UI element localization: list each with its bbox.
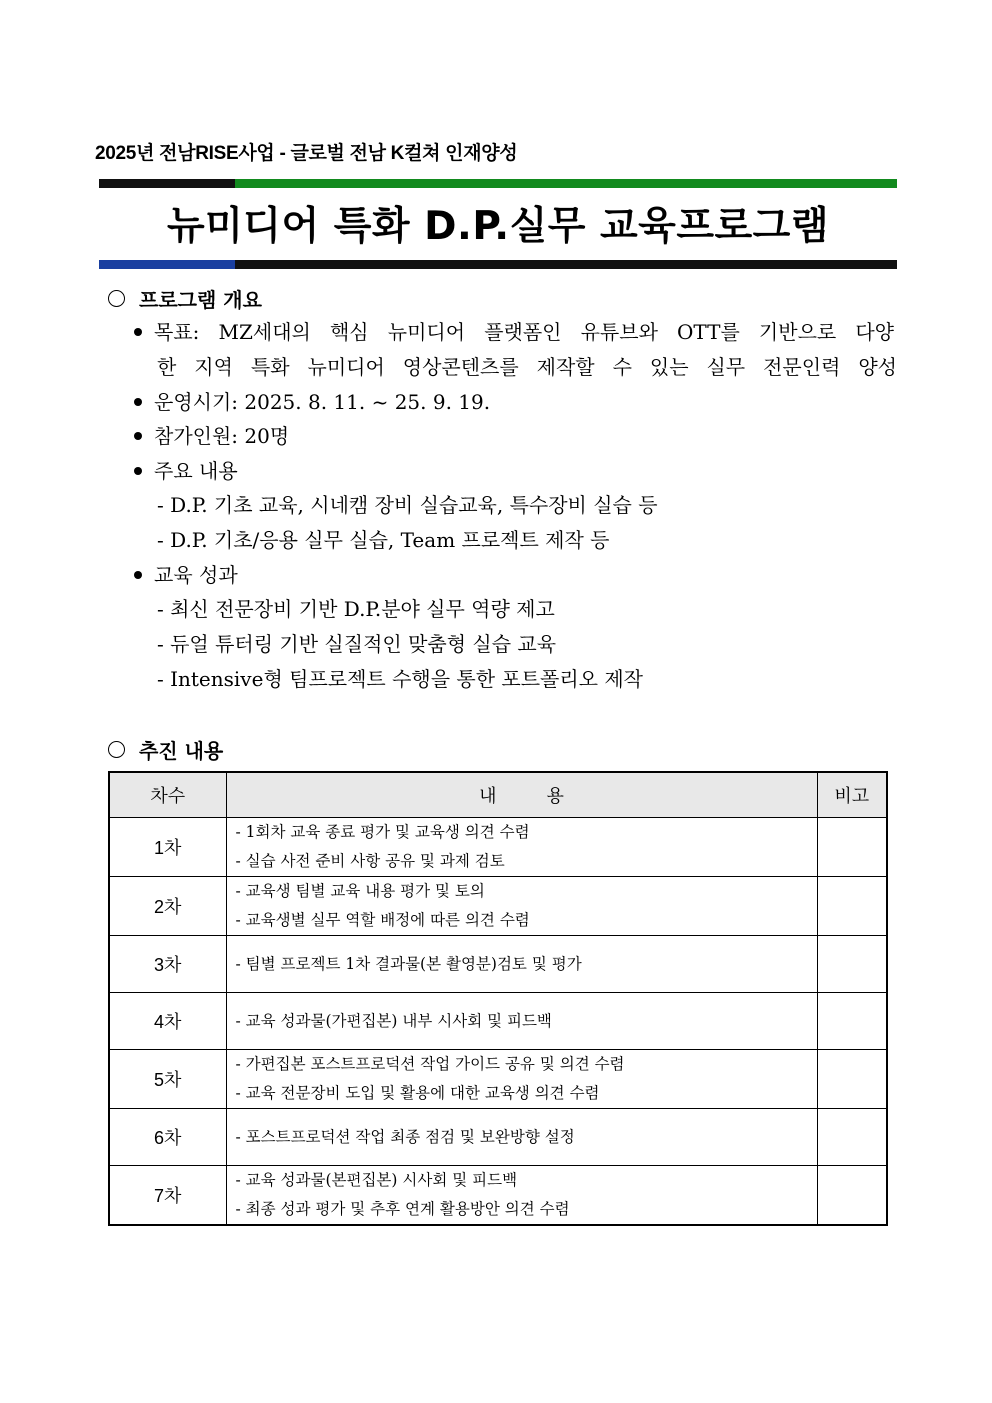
content-cell xyxy=(226,818,817,877)
content-cell xyxy=(226,993,817,1050)
main-content-sub-2: - D.P. 기초/응용 실무 실습, Team 프로젝트 제작 등 xyxy=(157,528,610,552)
plan-heading xyxy=(108,735,223,764)
super-title: 2025년 전남RISE사업 - 글로벌 전남 K컬쳐 인재양성 xyxy=(95,143,518,164)
round-cell: 5차 xyxy=(109,1050,226,1109)
bullet-dot-icon xyxy=(134,571,142,579)
content-line: - 가편집본 포스트프로덕션 작업 가이드 공유 및 의견 수렴 xyxy=(235,1055,625,1073)
goal-line-1: 목표: MZ세대의 핵심 뉴미디어 플랫폼인 유튜브와 OTT를 기반으로 다양 xyxy=(154,320,894,344)
content-cell xyxy=(226,1166,817,1226)
bullet-dot-icon xyxy=(134,432,142,440)
content-line: - 팀별 프로젝트 1차 결과물(본 촬영분)검토 및 평가 xyxy=(235,954,582,973)
page-title: 뉴미디어 특화 D.P.실무 교육프로그램 xyxy=(166,204,830,249)
content-line: - 교육생 팀별 교육 내용 평가 및 토의 xyxy=(235,882,485,900)
main-content-item xyxy=(134,457,238,485)
goal-item xyxy=(134,318,894,346)
round-cell: 3차 xyxy=(109,936,226,993)
outcome-sub-2: - 듀얼 튜터링 기반 실질적인 맞춤형 실습 교육 xyxy=(157,632,557,656)
circle-bullet-icon xyxy=(108,290,125,307)
content-line: - 실습 사전 준비 사항 공유 및 과제 검토 xyxy=(235,852,505,870)
participants-item xyxy=(134,422,289,450)
content-cell xyxy=(226,936,817,993)
top-rule-green xyxy=(235,179,897,188)
content-line: - 교육생별 실무 역할 배정에 따른 의견 수렴 xyxy=(235,911,530,929)
table-row xyxy=(109,1166,887,1226)
table-row xyxy=(109,1109,887,1166)
overview-heading xyxy=(108,284,262,313)
table-row xyxy=(109,1050,887,1109)
content-cell xyxy=(226,1109,817,1166)
table-row xyxy=(109,936,887,993)
content-line: - 교육 전문장비 도입 및 활용에 대한 교육생 의견 수렴 xyxy=(235,1084,600,1102)
period-item xyxy=(134,388,490,416)
bottom-rule-black xyxy=(235,260,897,269)
content-line: - 1회차 교육 종료 평가 및 교육생 의견 수렴 xyxy=(235,823,530,841)
bottom-rule-blue xyxy=(99,260,235,269)
note-cell xyxy=(817,993,887,1050)
content-cell xyxy=(226,1050,817,1109)
header-note: 비고 xyxy=(817,772,887,818)
note-cell xyxy=(817,877,887,936)
note-cell xyxy=(817,1109,887,1166)
round-cell: 4차 xyxy=(109,993,226,1050)
participants-text: 참가인원: 20명 xyxy=(154,424,290,448)
outcome-label: 교육 성과 xyxy=(154,563,238,587)
content-line: - 교육 성과물(본편집본) 시사회 및 피드백 xyxy=(235,1171,518,1189)
note-cell xyxy=(817,818,887,877)
table-row xyxy=(109,818,887,877)
bullet-dot-icon xyxy=(134,328,142,336)
circle-bullet-icon xyxy=(108,741,125,758)
table-row xyxy=(109,993,887,1050)
round-cell: 1차 xyxy=(109,818,226,877)
round-cell: 6차 xyxy=(109,1109,226,1166)
table-header-row xyxy=(109,772,887,818)
plan-heading-text: 추진 내용 xyxy=(139,739,224,763)
table-row xyxy=(109,877,887,936)
note-cell xyxy=(817,1050,887,1109)
round-cell: 2차 xyxy=(109,877,226,936)
round-cell: 7차 xyxy=(109,1166,226,1226)
outcome-item xyxy=(134,561,238,589)
outcome-sub-1: - 최신 전문장비 기반 D.P.분야 실무 역량 제고 xyxy=(157,597,555,621)
outcome-sub-3: - Intensive형 팀프로젝트 수행을 통한 포트폴리오 제작 xyxy=(157,667,643,691)
main-content-label: 주요 내용 xyxy=(154,459,238,483)
goal-line-2: 한 지역 특화 뉴미디어 영상콘텐츠를 제작할 수 있는 실무 전문인력 양성 xyxy=(157,355,897,379)
content-line: - 교육 성과물(가편집본) 내부 시사회 및 피드백 xyxy=(235,1011,552,1030)
note-cell xyxy=(817,936,887,993)
bullet-dot-icon xyxy=(134,398,142,406)
content-line: - 포스트프로덕션 작업 최종 점검 및 보완방향 설정 xyxy=(235,1127,575,1146)
plan-table xyxy=(108,771,888,1226)
header-content: 내 용 xyxy=(226,772,817,818)
content-cell xyxy=(226,877,817,936)
header-round: 차수 xyxy=(109,772,226,818)
top-rule-black xyxy=(99,179,235,188)
bullet-dot-icon xyxy=(134,467,142,475)
overview-heading-text: 프로그램 개요 xyxy=(139,288,262,312)
note-cell xyxy=(817,1166,887,1226)
period-text: 운영시기: 2025. 8. 11. ~ 25. 9. 19. xyxy=(154,390,491,414)
main-content-sub-1: - D.P. 기초 교육, 시네캠 장비 실습교육, 특수장비 실습 등 xyxy=(157,493,658,517)
content-line: - 최종 성과 평가 및 추후 연계 활용방안 의견 수렴 xyxy=(235,1200,570,1218)
